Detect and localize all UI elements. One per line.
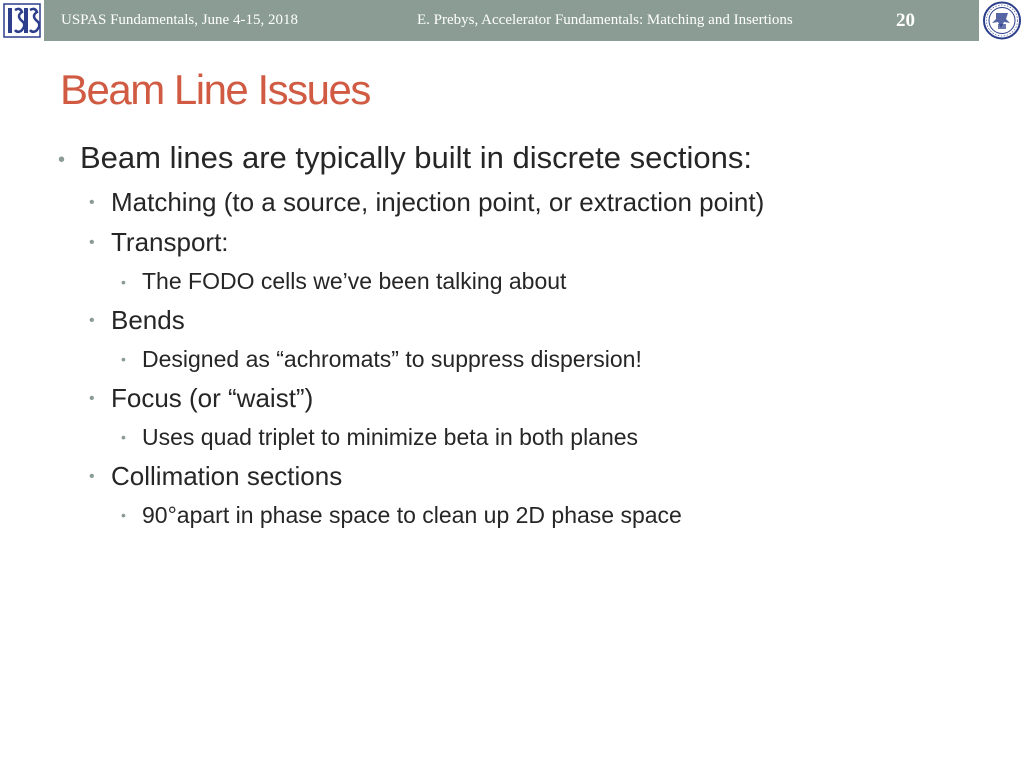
bullet-item: Bends: [111, 305, 185, 335]
bullet-marker: •: [89, 468, 95, 485]
bullet-item: Collimation sections: [111, 461, 343, 491]
bullet-item: Focus (or “waist”): [111, 383, 314, 413]
bullet-item: The FODO cells we’ve been talking about: [142, 268, 567, 294]
bullet-item: Designed as “achromats” to suppress dispersion!: [142, 346, 642, 372]
header-course: USPAS Fundamentals, June 4-15, 2018: [61, 12, 298, 28]
bullet-marker: •: [58, 149, 66, 171]
bullet-item: Transport:: [111, 227, 229, 257]
bullet-item: Matching (to a source, injection point, or extraction point): [111, 187, 765, 217]
bullet-item: 90°apart in phase space to clean up 2D phase space: [142, 502, 682, 528]
bullet-marker: •: [89, 390, 95, 407]
bullet-marker: •: [121, 351, 126, 367]
page-number: 20: [896, 10, 915, 31]
bullet-marker: •: [121, 274, 126, 290]
bullet-item: Beam lines are typically built in discrete sections:: [80, 140, 752, 175]
slide-title: Beam Line Issues: [60, 66, 370, 113]
bullet-marker: •: [121, 507, 126, 523]
bullet-marker: •: [121, 429, 126, 445]
bullet-item: Uses quad triplet to minimize beta in both planes: [142, 424, 639, 450]
bullet-marker: •: [89, 194, 95, 211]
bullet-marker: •: [89, 312, 95, 329]
bullet-marker: •: [89, 234, 95, 251]
header-author-topic: E. Prebys, Accelerator Fundamentals: Matching and Insertions: [417, 12, 793, 28]
